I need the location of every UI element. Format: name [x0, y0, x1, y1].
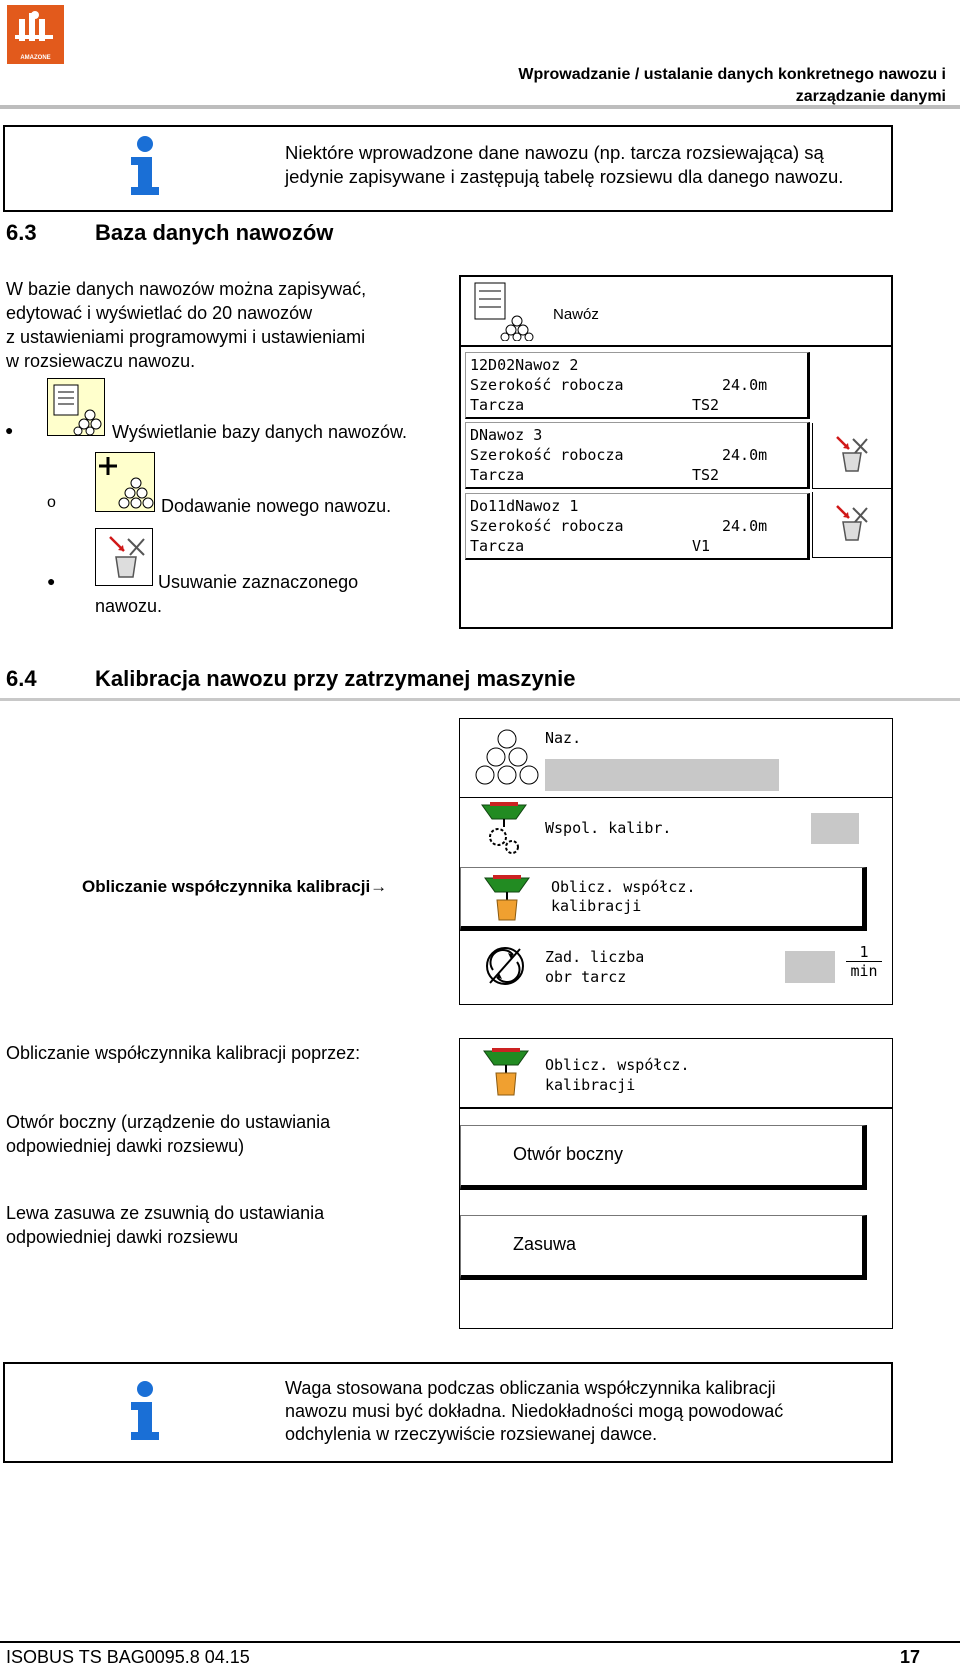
factor-row: [460, 797, 892, 867]
section-number: 6.3: [6, 220, 37, 245]
entry-name: Do11dNawoz 1: [470, 497, 579, 515]
db-header-label: Nawóz: [553, 306, 599, 323]
fertilizer-list-icon: [48, 379, 104, 435]
method-header-label: Oblicz. współcz. kalibracji: [545, 1056, 690, 1094]
method-option-2-text: Lewa zasuwa ze zsuwnią do ustawiania odpowiedniej dawki rozsiewu: [6, 1203, 325, 1247]
db-entry-1[interactable]: 12D02Nawoz 2 Szerokość robocza 24.0m Tarcza TS2: [465, 352, 810, 419]
delete-icon: [835, 504, 871, 544]
hopper-gear-icon: [478, 801, 530, 857]
db-screen-header: [461, 277, 891, 347]
calc-factor-label: Oblicz. współcz. kalibracji: [551, 878, 696, 915]
info-box-bottom: [3, 1362, 893, 1463]
delete-entry-button[interactable]: [812, 492, 893, 558]
delete-entry-button[interactable]: [812, 423, 893, 489]
section-rule: [0, 698, 960, 701]
side-opening-button[interactable]: [460, 1125, 867, 1190]
logo-text: AMAZONE: [20, 55, 51, 61]
amazone-logo: [7, 5, 64, 64]
hopper-bag-icon: [483, 874, 531, 924]
section-title: Baza danych nawozów: [95, 220, 334, 245]
disc-speed-label: Zad. liczba obr tarcz: [545, 948, 645, 986]
info-icon: [125, 135, 165, 197]
factor-input[interactable]: [811, 813, 859, 844]
slide-gate-button[interactable]: [460, 1215, 867, 1280]
fertilizer-db-button[interactable]: [47, 378, 105, 436]
info-text-bottom: Waga stosowana podczas obliczania współczynnika kalibracji nawozu musi być dokładna. Niedokładności mogą powodować odchylenia w rzeczywiście rozsiewanej dawce.: [285, 1378, 784, 1444]
method-screen: [459, 1038, 893, 1329]
header-rule: [0, 105, 960, 109]
bullet-dot: ●: [5, 422, 14, 438]
calibration-screen: [459, 718, 893, 1005]
bullet-text-3: Usuwanie zaznaczonego nawozu.: [95, 572, 359, 616]
footer-rule: [0, 1641, 960, 1643]
bullet-circle: o: [47, 494, 56, 511]
hopper-bag-icon: [482, 1047, 530, 1099]
add-fertilizer-button[interactable]: [95, 452, 155, 512]
bullet-text-1: Wyświetlanie bazy danych nawozów.: [112, 422, 407, 442]
disc-speed-row: [460, 935, 892, 1003]
info-box-top: [3, 125, 893, 212]
calc-factor-button[interactable]: [460, 867, 867, 931]
logo-icon: [7, 5, 64, 51]
disc-speed-input[interactable]: [785, 951, 835, 983]
disc-speed-icon: [482, 943, 528, 989]
section-title: Kalibracja nawozu przy zatrzymanej maszynie: [95, 666, 576, 691]
factor-label: Wspol. kalibr.: [545, 819, 672, 837]
name-row: [460, 719, 892, 798]
db-entry-2[interactable]: DNawoz 3 Szerokość robocza 24.0m Tarcza TS2: [465, 422, 810, 489]
footer-doc: ISOBUS TS BAG0095.8 04.15: [6, 1647, 250, 1667]
bullet-dot: ●: [47, 573, 56, 589]
fertilizer-db-screen: [459, 275, 893, 629]
entry-name: DNawoz 3: [470, 426, 543, 444]
name-input[interactable]: [545, 759, 779, 791]
section-paragraph: W bazie danych nawozów można zapisywać, edytować i wyświetlać do 20 nawozów z ustawieniami programowymi i ustawieniami w rozsiewaczu nawozu.: [6, 279, 367, 371]
side-opening-label: Otwór boczny: [513, 1144, 624, 1164]
bullet-text-2: Dodawanie nowego nawozu.: [161, 496, 392, 516]
unit-fraction: 1 min: [846, 943, 882, 980]
delete-icon: [835, 435, 871, 475]
add-fertilizer-icon: [96, 453, 154, 511]
entry-name: 12D02Nawoz 2: [470, 356, 579, 374]
fertilizer-list-icon: [471, 281, 535, 341]
calc-caption: Obliczanie współczynnika kalibracji→: [82, 877, 388, 896]
page-header-title: Wprowadzanie / ustalanie danych konkretnego nawozu i zarządzanie danymi: [518, 66, 946, 105]
db-entry-3[interactable]: Do11dNawoz 1 Szerokość robocza 24.0m Tarcza V1: [465, 493, 810, 560]
slide-gate-label: Zasuwa: [513, 1234, 577, 1254]
method-option-1-text: Otwór boczny (urządzenie do ustawiania odpowiedniej dawki rozsiewu): [6, 1112, 331, 1156]
fertilizer-granules-icon: [474, 727, 540, 793]
info-icon: [125, 1380, 165, 1442]
section-number: 6.4: [6, 666, 37, 691]
method-header: [460, 1039, 892, 1109]
info-text-top: Niektóre wprowadzone dane nawozu (np. tarcza rozsiewająca) są jedynie zapisywane i zastępują tabelę rozsiewu dla danego nawozu.: [285, 142, 844, 187]
method-intro: Obliczanie współczynnika kalibracji poprzez:: [6, 1043, 361, 1063]
name-label: Naz.: [545, 729, 582, 747]
page-number: 17: [899, 1647, 920, 1667]
